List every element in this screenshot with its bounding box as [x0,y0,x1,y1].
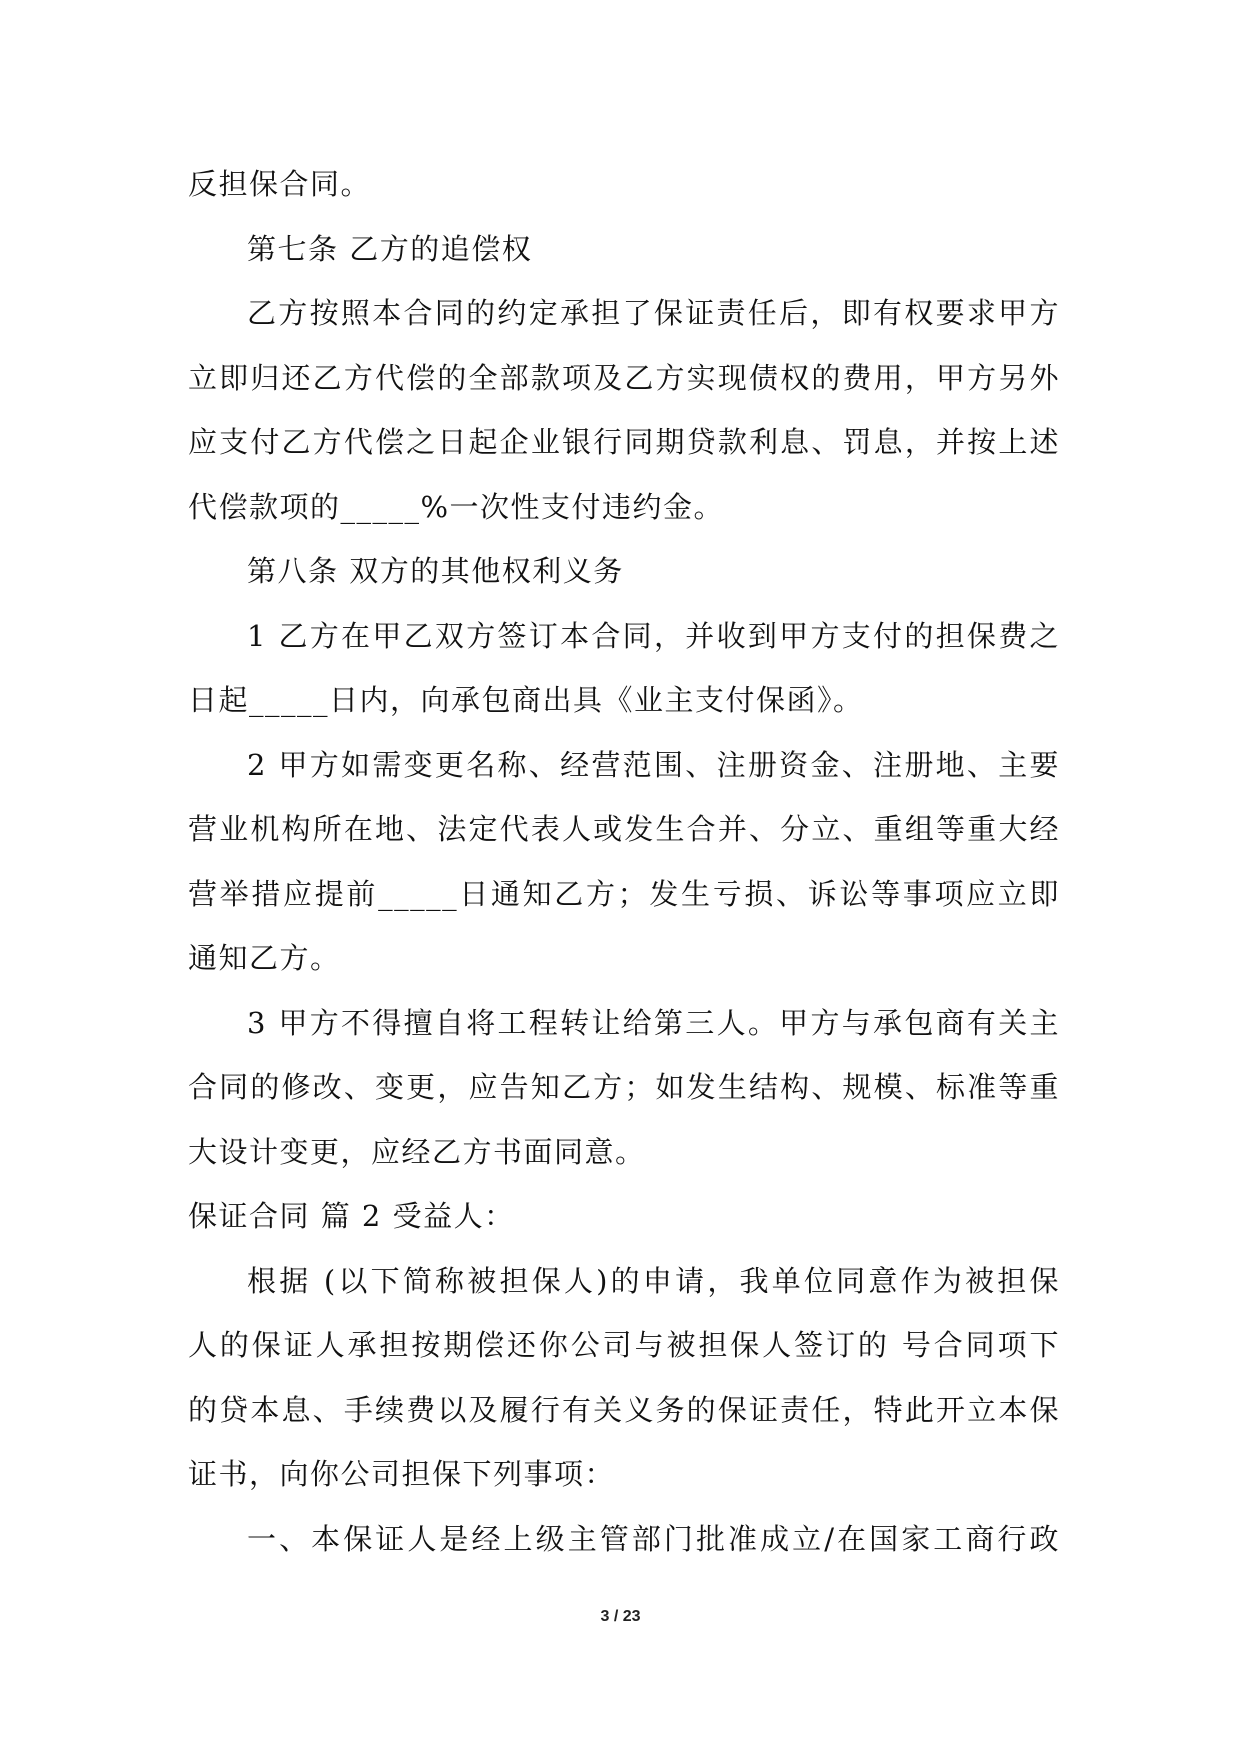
text-line [188,1442,1060,1507]
section-title [188,1184,1060,1249]
line-text: 大设计变更，应经乙方书面同意。 [188,1134,646,1169]
text-line [188,1120,1060,1185]
text-line [188,668,1060,733]
line-text: 乙方按照本合同的约定承担了保证责任后，即有权要求甲方 [247,296,1060,330]
line-text: 保证合同 篇 2 受益人： [188,1199,515,1233]
line-text: 2 甲方如需变更名称、经营范围、注册资金、注册地、主要 [247,747,1060,782]
text-line [188,604,1060,669]
text-line [188,1055,1060,1120]
line-text: 证书，向你公司担保下列事项： [188,1457,616,1491]
line-text: 第七条 乙方的追偿权 [247,231,533,266]
line-text: 人的保证人承担按期偿还你公司与被担保人签订的 号合同项下 [188,1328,1060,1362]
text-line [188,1507,1060,1572]
line-text: 1 乙方在甲乙双方签订本合同，并收到甲方支付的担保费之 [247,618,1060,653]
text-line [188,991,1060,1056]
line-text: 通知乙方。 [188,941,341,975]
section-heading [188,539,1060,604]
line-text: 根据 (以下简称被担保人)的申请，我单位同意作为被担保 [247,1263,1060,1298]
section-heading [188,217,1060,282]
line-text: 反担保合同。 [188,167,372,201]
text-line [188,152,1060,217]
line-text: 日起_____日内，向承包商出具《业主支付保函》。 [188,683,864,717]
line-text: 营举措应提前_____日通知乙方；发生亏损、诉讼等事项应立即 [188,876,1060,911]
text-line [188,281,1060,346]
text-line [188,1249,1060,1314]
line-text: 第八条 双方的其他权利义务 [247,554,624,588]
text-line [188,1378,1060,1443]
text-line [188,797,1060,862]
line-text: 应支付乙方代偿之日起企业银行同期贷款利息、罚息，并按上述 [188,425,1060,459]
text-line [188,862,1060,927]
line-text: 3 甲方不得擅自将工程转让给第三人。甲方与承包商有关主 [247,1005,1060,1040]
page-number: 3 / 23 [600,1608,641,1625]
line-text: 立即归还乙方代偿的全部款项及乙方实现债权的费用，甲方另外 [188,360,1060,395]
line-text: 一、本保证人是经上级主管部门批准成立/在国家工商行政 [247,1521,1060,1556]
line-text: 的贷本息、手续费以及履行有关义务的保证责任，特此开立本保 [188,1392,1060,1427]
text-line [188,346,1060,411]
text-line [188,475,1060,540]
line-text: 合同的修改、变更，应告知乙方；如发生结构、规模、标准等重 [188,1070,1060,1104]
line-text: 代偿款项的_____%一次性支付违约金。 [188,489,725,524]
text-line [188,410,1060,475]
text-line [188,1313,1060,1378]
line-text: 营业机构所在地、法定代表人或发生合并、分立、重组等重大经 [188,812,1060,846]
document-body [188,152,1060,1571]
text-line [188,926,1060,991]
text-line [188,733,1060,798]
